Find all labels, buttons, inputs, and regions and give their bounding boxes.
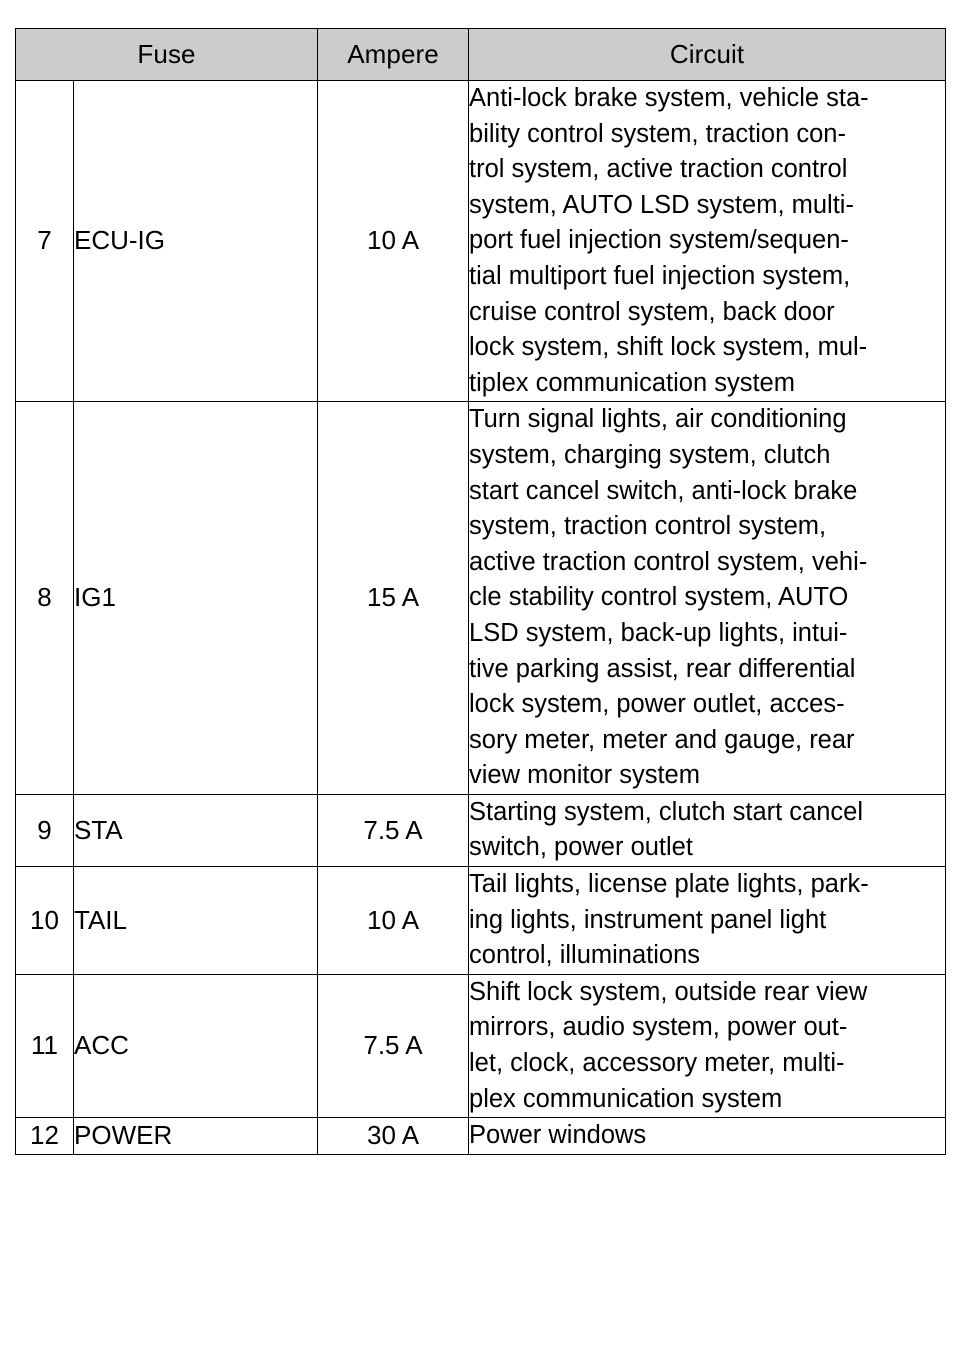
fuse-number-cell: 11 (16, 974, 74, 1117)
circuit-text-line: LSD system, back-up lights, intui- (469, 618, 848, 647)
column-header-fuse: Fuse (16, 29, 318, 81)
circuit-text-line: active traction control system, vehi- (469, 547, 868, 576)
column-header-circuit: Circuit (469, 29, 946, 81)
circuit-text-line: Turn signal lights, air conditioning (469, 405, 847, 434)
fuse-number-cell: 10 (16, 867, 74, 975)
circuit-text-line: switch, power outlet (469, 833, 693, 862)
fuse-number-cell: 8 (16, 402, 74, 795)
fuse-number-cell: 9 (16, 794, 74, 866)
circuit-text-line: view monitor system (469, 761, 700, 790)
fuse-number-cell: 7 (16, 81, 74, 402)
circuit-text-line: Starting system, clutch start cancel (469, 797, 863, 826)
circuit-text-line: sory meter, meter and gauge, rear (469, 725, 855, 754)
fuse-name-cell: POWER (74, 1118, 318, 1155)
circuit-text-line: tiplex communication system (469, 368, 795, 397)
fuse-name-cell: TAIL (74, 867, 318, 975)
table-header-row (16, 29, 946, 81)
table-body (16, 81, 946, 1155)
circuit-text-line: Power windows (469, 1121, 647, 1150)
fuse-ampere-cell: 30 A (318, 1118, 469, 1155)
fuse-circuit-cell (469, 867, 946, 975)
circuit-text-line: system, traction control system, (469, 512, 827, 541)
circuit-text-line: let, clock, accessory meter, multi- (469, 1049, 845, 1078)
fuse-circuit-cell (469, 1118, 946, 1155)
circuit-text-line: lock system, shift lock system, mul- (469, 333, 868, 362)
fuse-box-table (15, 28, 946, 1155)
circuit-text-line: tive parking assist, rear differential (469, 654, 856, 683)
table-row (16, 402, 946, 795)
circuit-text-line: plex communication system (469, 1084, 783, 1113)
circuit-text-line: Tail lights, license plate lights, park- (469, 870, 869, 899)
fuse-ampere-cell: 10 A (318, 867, 469, 975)
circuit-text-line: system, AUTO LSD system, multi- (469, 190, 854, 219)
fuse-circuit-cell (469, 402, 946, 795)
circuit-text-line: trol system, active traction control (469, 155, 848, 184)
circuit-text-line: cruise control system, back door (469, 297, 835, 326)
circuit-text-line: lock system, power outlet, acces- (469, 690, 845, 719)
table-row (16, 867, 946, 975)
fuse-name-cell: STA (74, 794, 318, 866)
table-row (16, 81, 946, 402)
fuse-name-cell: IG1 (74, 402, 318, 795)
column-header-ampere: Ampere (318, 29, 469, 81)
fuse-name-cell: ACC (74, 974, 318, 1117)
table-row (16, 794, 946, 866)
fuse-ampere-cell: 10 A (318, 81, 469, 402)
circuit-text-line: port fuel injection system/sequen- (469, 226, 849, 255)
circuit-text-line: cle stability control system, AUTO (469, 583, 849, 612)
circuit-text-line: Shift lock system, outside rear view (469, 977, 868, 1006)
fuse-ampere-cell: 7.5 A (318, 794, 469, 866)
table-row (16, 1118, 946, 1155)
fuse-circuit-cell (469, 81, 946, 402)
fuse-number-cell: 12 (16, 1118, 74, 1155)
circuit-text-line: mirrors, audio system, power out- (469, 1013, 848, 1042)
circuit-text-line: tial multiport fuel injection system, (469, 261, 851, 290)
fuse-ampere-cell: 7.5 A (318, 974, 469, 1117)
circuit-text-line: bility control system, traction con- (469, 119, 846, 148)
fuse-circuit-cell (469, 974, 946, 1117)
circuit-text-line: Anti-lock brake system, vehicle sta- (469, 84, 869, 112)
circuit-text-line: system, charging system, clutch (469, 440, 831, 469)
circuit-text-line: ing lights, instrument panel light (469, 905, 827, 934)
circuit-text-line: control, illuminations (469, 941, 701, 970)
fuse-circuit-cell (469, 794, 946, 866)
fuse-ampere-cell: 15 A (318, 402, 469, 795)
fuse-name-cell: ECU-IG (74, 81, 318, 402)
table-row (16, 974, 946, 1117)
circuit-text-line: start cancel switch, anti-lock brake (469, 476, 858, 505)
